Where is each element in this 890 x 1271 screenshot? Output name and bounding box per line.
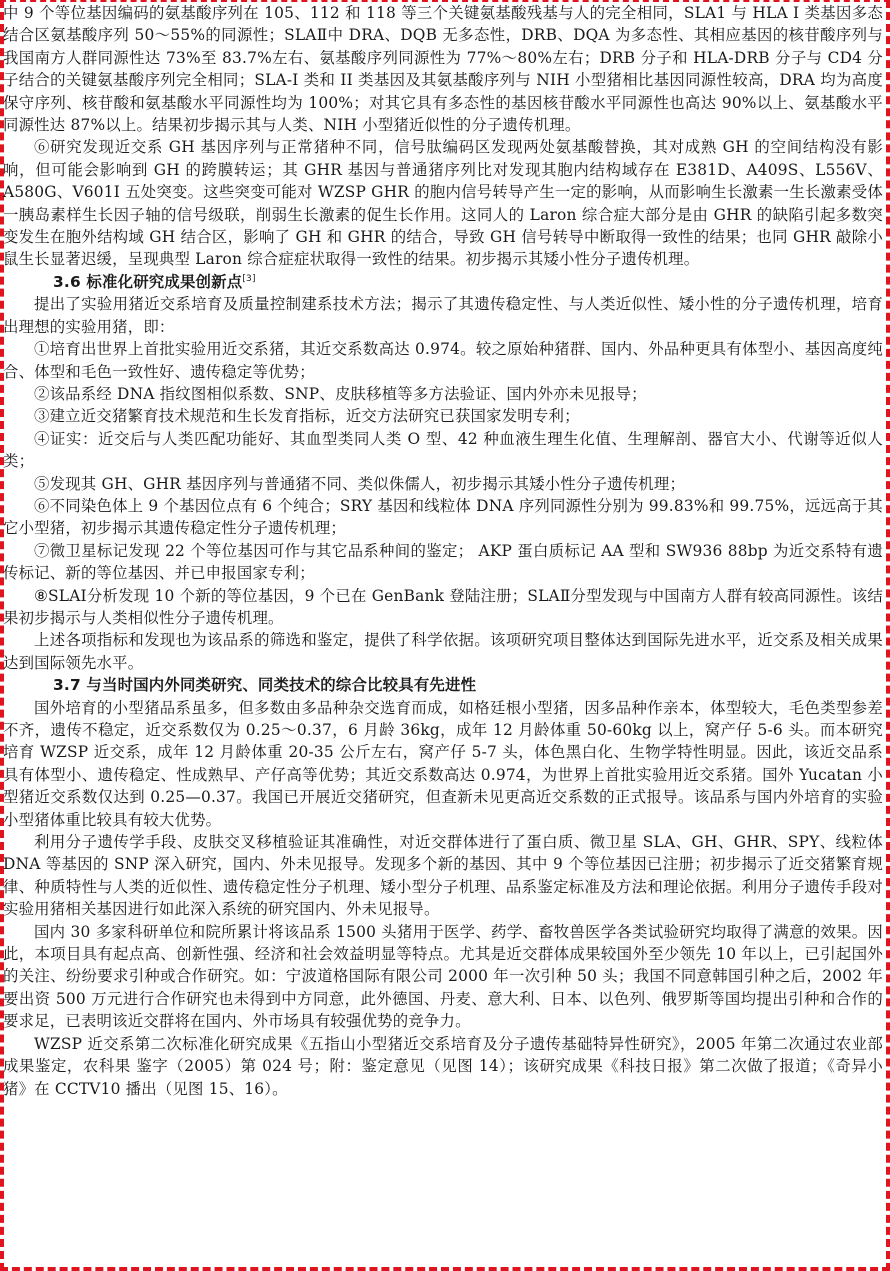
- list-item: ⑧SLAⅠ分析发现 10 个新的等位基因，9 个已在 GenBank 登陆注册；SLAⅡ分型发现与中国南方人群有较高同源性。该结果初步揭示与人类相似性分子遗传机理。: [3, 586, 883, 627]
- list-item: ②该品系经 DNA 指纹图相似系数、SNP、皮肤移植等多方法验证、国内外亦未见报导；: [34, 384, 647, 403]
- section-heading-3-6: [3, 271, 883, 293]
- paragraph-sla-homology: 中 9 个等位基因编码的氨基酸序列在 105、112 和 118 等三个关键氨基酸残基与人的完全相同，SLA1 与 HLA Ⅰ 类基因多态结合区氨基酸序列 50～55%的同源性；SLAⅡ中 DRA、DQB 无多态性，DRB、DQA 为多态性、其相应基因的核苷酸序列与我国南方人群同源性达 73%至 83.7%左右、氨基酸序列同源性为 77%～80%左右；DRB 分子和 HLA-DRB 分子与 CD4 分子结合的关键氨基酸序列完全相同；SLA-I 类和 II 类基因及其氨基酸序列与 NIH 小型猪相比基因同源性较高，DRA 均为高度保守序列、核苷酸和氨基酸水平同源性均为 100%；对其它具有多态性的基因核苷酸水平同源性也高达 90%以上、氨基酸水平同源性达 87%以上。结果初步揭示其与人类、NIH 小型猪近似性的分子遗传机理。: [3, 4, 883, 135]
- paragraph-gh-ghr-mutations: ⑥研究发现近交系 GH 基因序列与正常猪种不同，信号肽编码区发现两处氨基酸替换，其对成熟 GH 的空间结构没有影响，但可能会影响到 GH 的跨膜转运；其 GHR 基因与普通猪序列比对发现其胞内结构域存在 E381D、A409S、L556V、A580G、V601I 五处突变。这些突变可能对 WZSP GHR 的胞内信号转导产生一定的影响，从而影响生长激素一生长激素受体一胰岛素样生长因子轴的信号级联，削弱生长激素的促生长作用。这同人的 Laron 综合症大部分是由 GHR 的缺陷引起多数突变发生在胞外结构域 GH 结合区，影响了 GH 和 GHR 的结合，导致 GH 信号转导中断取得一致性的结果；也同 GHR 敲除小鼠生长显著迟缓，呈现典型 Laron 综合症症状取得一致性的结果。初步揭示其矮小性分子遗传机理。: [3, 138, 883, 269]
- paragraph-application: 国内 30 多家科研单位和院所累计将该品系 1500 头猪用于医学、药学、畜牧兽医学各类试验研究均取得了满意的效果。因此，本项目具有起点高、创新性强、经济和社会效益明显等特点。尤其是近交群体成果较国外至少领先 10 年以上，已引起国外的关注、纷纷要求引种或合作研究。如：宁波道格国际有限公司 2000 年一次引种 50 头；我国不同意韩国引种之后，2002 年要出资 500 万元进行合作研究也未得到中方同意，此外德国、丹麦、意大利、日本、以色列、俄罗斯等国均提出引种和合作的要求足，已表明该近交群将在国内、外市场具有较强优势的竞争力。: [3, 922, 883, 1031]
- list-item: ⑥不同染色体上 9 个基因位点有 6 个纯合；SRY 基因和线粒体 DNA 序列同源性分别为 99.83%和 99.75%，远远高于其它小型猪，初步揭示其遗传稳定性分子遗传机理；: [3, 496, 883, 538]
- paragraph-foreign-comparison: 国外培育的小型猪品系虽多，但多数由多品种杂交选育而成，如格廷根小型猪，因多品种作亲本，体型较大，毛色类型参差不齐，遗传不稳定，近交系数仅为 0.25～0.37，6 月龄 36kg，成年 12 月龄体重 50-60kg 以上，窝产仔 5-6 头。而本研究培育 WZSP 近交系，成年 12 月龄体重 20-35 公斤左右，窝产仔 5-7 头，体色黑白化、生物学特性明显。因此，该近交品系具有体型小、遗传稳定、性成熟早、产仔高等优势；其近交系数高达 0.974，为世界上首批实验用近交系猪。国外 Yucatan 小型猪近交系数仅达到 0.25—0.37。我国已开展近交猪研究，但查新未见更高近交系数的正式报导。该品系与国内外培育的实验小型猪体重比较具有较大优势。: [3, 698, 883, 829]
- section-heading-3-7: 3.7 与当时国内外同类研究、同类技术的综合比较具有先进性: [53, 676, 477, 695]
- paragraph-summary: 上述各项指标和发现也为该品系的筛选和鉴定，提供了科学依据。该项研究项目整体达到国际先进水平，近交系及相关成果达到国际领先水平。: [3, 631, 883, 672]
- paragraph-innovation-intro: 提出了实验用猪近交系培育及质量控制建系技术方法；揭示了其遗传稳定性、与人类近似性、矮小性的分子遗传机理，培育出理想的实验用猪，即：: [3, 295, 883, 336]
- list-item: ⑦微卫星标记发现 22 个等位基因可作与其它品系种间的鉴定； AKP 蛋白质标记 AA 型和 SW936 88bp 为近交系特有遗传标记、新的等位基因、并已申报国家专利；: [3, 541, 883, 583]
- list-item: ④证实：近交后与人类匹配功能好、其血型类同人类 O 型、42 种血液生理生化值、生理解剖、器官大小、代谢等近似人类；: [3, 429, 883, 471]
- list-item: ⑤发现其 GH、GHR 基因序列与普通猪不同、类似侏儒人，初步揭示其矮小性分子遗传机理；: [34, 474, 686, 493]
- list-item: ①培育出世界上首批实验用近交系猪，其近交系数高达 0.974。较之原始种猪群、国内、外品种更具有体型小、基因高度纯合、体型和毛色一致性好、遗传稳定等优势；: [3, 340, 883, 381]
- paragraph-second-standardization: WZSP 近交系第二次标准化研究成果《五指山小型猪近交系培育及分子遗传基础特异性研究》，2005 年第二次通过农业部成果鉴定，农科果 鉴字（2005）第 024 号；附：鉴定意见（见图 14）；该研究成果《科技日报》第二次做了报道；《奇异小猪》在 CCTV10 播出（见图 15、16）。: [3, 1034, 883, 1098]
- paragraph-molecular-genetics: 利用分子遗传学手段、皮肤交叉移植验证其准确性，对近交群体进行了蛋白质、微卫星 SLA、GH、GHR、SPY、线粒体 DNA 等基因的 SNP 深入研究，国内、外未见报导。发现多个新的基因、其中 9 个等位基因已注册；初步揭示了近交猪繁育规律、种质特性与人类的近似性、遗传稳定性分子机理、矮小型分子机理、品系鉴定标准及方法和理论依据。利用分子遗传手段对实验用猪相关基因进行如此深入系统的研究国内、外未见报导。: [3, 833, 883, 919]
- section-heading-3-6-text: 3.6 标准化研究成果创新点: [53, 272, 243, 291]
- list-item: ③建立近交猪繁育技术规范和生长发育指标，近交方法研究已获国家发明专利；: [34, 407, 580, 426]
- document-page: [3, 2, 883, 1100]
- citation-ref: [3]: [242, 273, 256, 284]
